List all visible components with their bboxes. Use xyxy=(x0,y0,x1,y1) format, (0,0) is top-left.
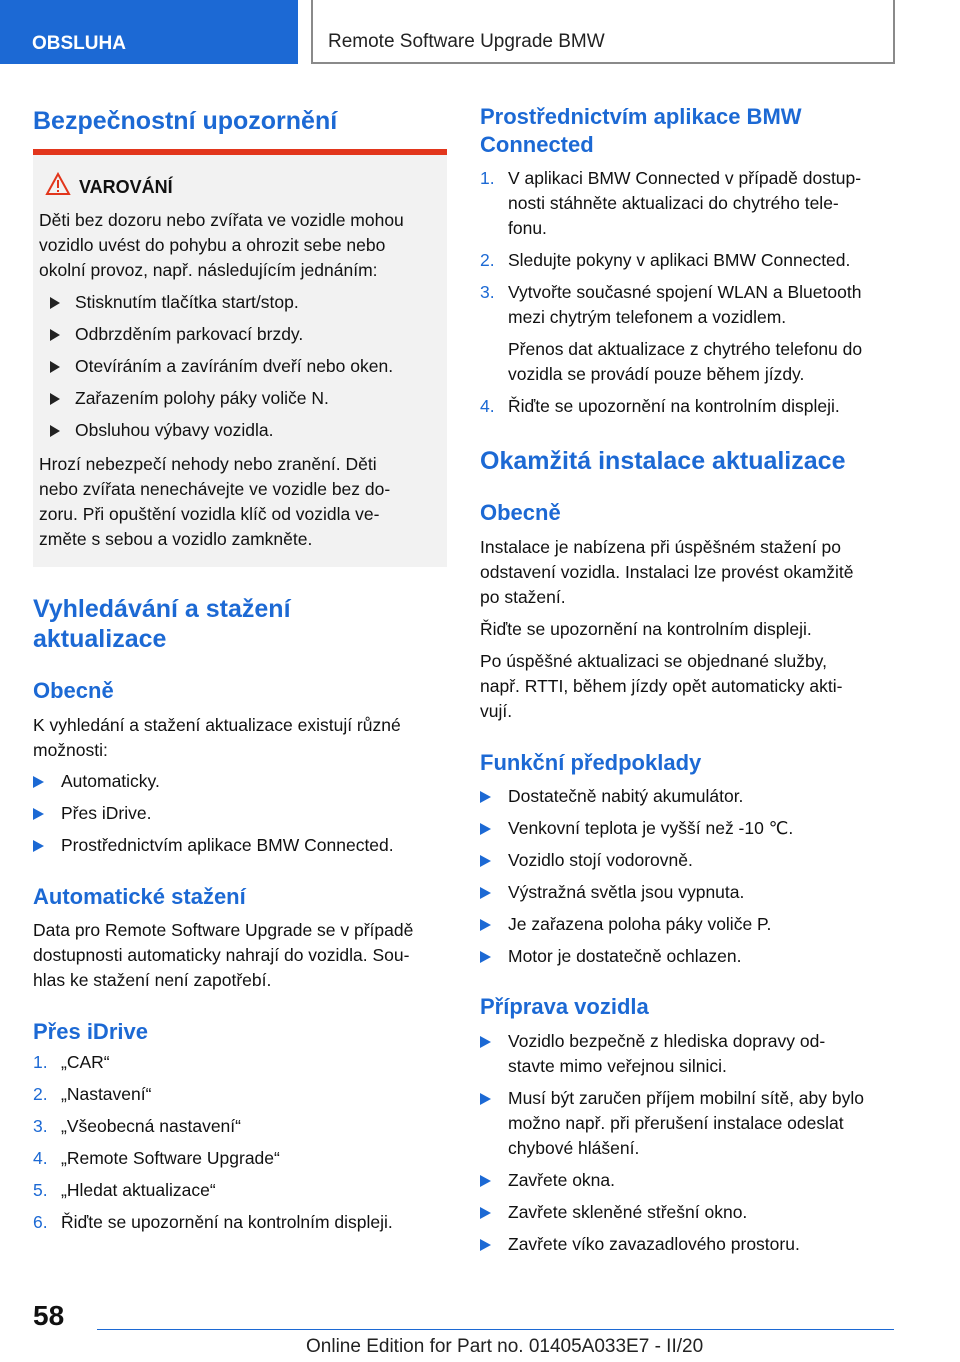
chapter-label: Remote Software Upgrade BMW xyxy=(328,31,605,52)
install-text-3: Po úspěšné aktualizaci se objednané služby, např. RTTI, během jízdy opět automaticky akti- vují. xyxy=(480,651,843,721)
list-item: Výstražná světla jsou vypnuta. xyxy=(480,880,902,905)
list-item: Zavřete okna. xyxy=(480,1168,902,1193)
idrive-steps xyxy=(33,1050,453,1242)
subheading-prereq: Funkční předpoklady xyxy=(480,750,702,775)
list-item: Stisknutím tlačítka start/stop. xyxy=(47,290,443,315)
list-item: 2. Sledujte pokyny v aplikaci BMW Connected. xyxy=(480,250,851,270)
list-item: Musí být zaručen příjem mobilní sítě, aby bylo možno např. při přerušení instalace odeslat chybové hlášení. xyxy=(480,1086,902,1161)
list-item: Zavřete skleněné střešní okno. xyxy=(480,1200,902,1225)
subheading-idrive: Přes iDrive xyxy=(33,1019,148,1044)
chapter-tab xyxy=(311,0,895,64)
install-text: Instalace je nabízena při úspěšném stažení po odstavení vozidla. Instalaci lze provést okamžitě po stažení. xyxy=(480,537,854,607)
list-item: 5. „Hledat aktualizace“ xyxy=(33,1180,216,1200)
prep-list xyxy=(480,1029,902,1264)
list-item: 4. „Remote Software Upgrade“ xyxy=(33,1148,280,1168)
section-label: OBSLUHA xyxy=(32,33,126,54)
list-item: Venkovní teplota je vyšší než -10 ℃. xyxy=(480,816,902,841)
install-text-2: Řiďte se upozornění na kontrolním displeji. xyxy=(480,619,812,639)
auto-text: Data pro Remote Software Upgrade se v případě dostupnosti automaticky nahrají do vozidla. Sou- hlas ke stažení není zapotřebí. xyxy=(33,920,414,990)
list-item: Přenos dat aktualizace z chytrého telefonu do vozidla se provádí pouze během jízdy. xyxy=(508,339,863,384)
list-item: Zavřete víko zavazadlového prostoru. xyxy=(480,1232,902,1257)
list-item: 2. „Nastavení“ xyxy=(33,1084,152,1104)
subheading-general: Obecně xyxy=(33,678,114,703)
general-text: K vyhledání a stažení aktualizace existují různé možnosti: xyxy=(33,715,401,760)
subheading-prep: Příprava vozidla xyxy=(480,994,649,1019)
list-item: Motor je dostatečně ochlazen. xyxy=(480,944,902,969)
heading-app: Prostřednictvím aplikace BMW Connected xyxy=(480,104,802,157)
warning-outro: Hrozí nebezpečí nehody nebo zranění. Děti nebo zvířata nenechávejte ve vozidle bez do- zoru. Při opuštění vozidla klíč od vozidla ve- změte s sebou a vozidlo zamkněte. xyxy=(39,454,391,549)
list-item: 4. Řiďte se upozornění na kontrolním displeji. xyxy=(480,396,840,416)
list-item: 3. „Všeobecná nastavení“ xyxy=(33,1116,241,1136)
heading-search: Vyhledávání a stažení aktualizace xyxy=(33,595,291,653)
prereq-list xyxy=(480,784,902,976)
warning-intro: Děti bez dozoru nebo zvířata ve vozidle mohou vozidlo uvést do pohybu a ohrozit sebe nebo okolní provoz, např. následujícím jednáním: xyxy=(39,210,404,280)
list-item: Vozidlo stojí vodorovně. xyxy=(480,848,902,873)
options-list xyxy=(33,769,447,865)
list-item: Otevíráním a zavíráním dveří nebo oken. xyxy=(47,354,443,379)
list-item: Odbrzděním parkovací brzdy. xyxy=(47,322,443,347)
list-item: Dostatečně nabitý akumulátor. xyxy=(480,784,902,809)
list-item: 3. Vytvořte současné spojení WLAN a Bluetooth mezi chytrým telefonem a vozidlem. xyxy=(480,282,862,327)
warning-box xyxy=(33,149,447,567)
warning-title: VAROVÁNÍ xyxy=(79,177,173,197)
subheading-general-right: Obecně xyxy=(480,500,561,525)
app-steps xyxy=(480,166,902,426)
warning-list xyxy=(47,290,443,450)
list-item: Přes iDrive. xyxy=(33,801,447,826)
list-item: Automaticky. xyxy=(33,769,447,794)
list-item: 1. „CAR“ xyxy=(33,1052,110,1072)
heading-safety: Bezpečnostní upozornění xyxy=(33,107,338,135)
list-item: Vozidlo bezpečně z hlediska dopravy od- stavte mimo veřejnou silnici. xyxy=(480,1029,902,1079)
list-item: 6. Řiďte se upozornění na kontrolním displeji. xyxy=(33,1212,393,1232)
footer-edition: Online Edition for Part no. 01405A033E7 - II/20 xyxy=(306,1336,704,1357)
subheading-auto: Automatické stažení xyxy=(33,884,246,909)
list-item: Je zařazena poloha páky voliče P. xyxy=(480,912,902,937)
warning-icon xyxy=(45,172,71,196)
page-number: 58 xyxy=(33,1300,65,1331)
section-tab xyxy=(0,0,298,64)
footer-divider xyxy=(97,1329,894,1330)
list-item: 1. V aplikaci BMW Connected v případě dostup- nosti stáhněte aktualizaci do chytrého tele- fonu. xyxy=(480,168,862,238)
list-item: Obsluhou výbavy vozidla. xyxy=(47,418,443,443)
list-item: Prostřednictvím aplikace BMW Connected. xyxy=(33,833,447,858)
heading-install: Okamžitá instalace aktualizace xyxy=(480,447,846,475)
list-item: Zařazením polohy páky voliče N. xyxy=(47,386,443,411)
